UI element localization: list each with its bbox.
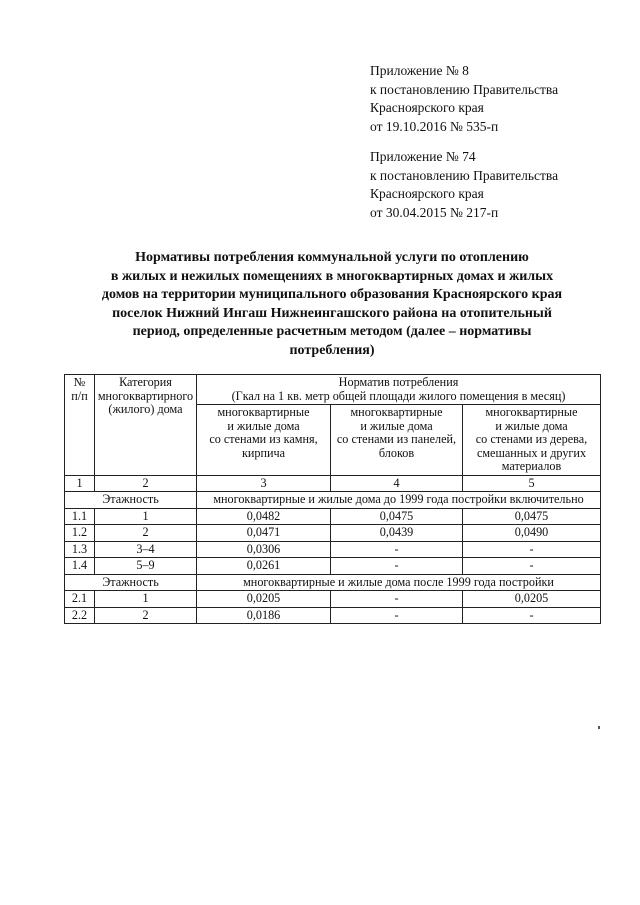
row-wood-value: - [463, 558, 601, 575]
header-category-cell [95, 375, 197, 476]
column-number: 4 [331, 475, 463, 492]
header-text: со стенами из панелей, [336, 432, 457, 446]
row-stone-value: 0,0482 [197, 508, 331, 525]
appendix-previous-line: к постановлению Правительства [370, 167, 559, 183]
appendix-previous-line: Приложение № 74 [370, 149, 476, 164]
appendix-previous [370, 148, 630, 222]
section-title: многоквартирные и жилые дома до 1999 года постройки включительно [197, 492, 601, 509]
section-header-row [65, 574, 601, 591]
appendix-previous-line: Красноярского края [370, 186, 484, 201]
row-stone-value: 0,0306 [197, 541, 331, 558]
row-wood-value: - [463, 541, 601, 558]
header-text: многоквартирные [217, 405, 310, 419]
appendix-previous-line: от 30.04.2015 № 217-п [370, 204, 499, 220]
row-number: 2.2 [65, 607, 95, 624]
header-text: и жилые дома [495, 418, 568, 433]
table-row [65, 591, 601, 608]
header-text: (Гкал на 1 кв. метр общей площади жилого помещения в месяц) [231, 388, 566, 403]
header-text: Категория [119, 375, 172, 389]
column-number: 1 [65, 475, 95, 492]
row-floors: 3–4 [95, 541, 197, 558]
document-title [62, 249, 602, 360]
row-panel-value: 0,0439 [331, 525, 463, 542]
title-line: потребления) [289, 342, 375, 358]
header-number-cell [65, 375, 95, 476]
header-text: многоквартирного [97, 388, 194, 403]
header-text: № [73, 375, 86, 389]
title-line: домов на территории муниципального образования Красноярского края [101, 287, 563, 302]
header-text: смешанных и других [476, 445, 587, 460]
row-floors: 1 [95, 591, 197, 608]
norms-table [64, 374, 601, 624]
header-norm-cell [197, 375, 601, 405]
header-stone-cell [197, 405, 331, 476]
row-panel-value: - [331, 607, 463, 624]
row-panel-value: - [331, 541, 463, 558]
table-row [65, 607, 601, 624]
column-number-row [65, 475, 601, 492]
row-number: 1.1 [65, 508, 95, 525]
row-floors: 5–9 [95, 558, 197, 575]
column-number: 5 [463, 475, 601, 492]
row-number: 2.1 [65, 591, 95, 608]
row-panel-value: 0,0475 [331, 508, 463, 525]
title-line: в жилых и нежилых помещениях в многоквартирных домах и жилых [110, 268, 554, 284]
column-number: 3 [197, 475, 331, 492]
row-floors: 1 [95, 508, 197, 525]
section-label: Этажность [65, 574, 197, 591]
column-number: 2 [95, 475, 197, 492]
row-panel-value: - [331, 591, 463, 608]
header-text: и жилые дома [227, 418, 300, 433]
header-text: и жилые дома [360, 418, 433, 433]
appendix-current-line: от 19.10.2016 № 535-п [370, 118, 499, 134]
header-panel-cell [331, 405, 463, 476]
appendix-current-line: Приложение № 8 [370, 63, 469, 78]
row-number: 1.2 [65, 525, 95, 542]
row-stone-value: 0,0471 [197, 525, 331, 542]
row-floors: 2 [95, 607, 197, 624]
row-wood-value: 0,0475 [463, 508, 601, 525]
header-text: со стенами из камня, [209, 432, 318, 446]
row-stone-value: 0,0186 [197, 607, 331, 624]
table-row [65, 541, 601, 558]
title-line: Нормативы потребления коммунальной услуги по отоплению [135, 250, 529, 265]
row-stone-value: 0,0261 [197, 558, 331, 575]
header-text: со стенами из дерева, [475, 432, 588, 446]
row-wood-value: 0,0490 [463, 525, 601, 542]
row-wood-value: - [463, 607, 601, 624]
header-text: материалов [501, 459, 562, 473]
row-wood-value: 0,0205 [463, 591, 601, 608]
header-text: блоков [378, 445, 415, 460]
header-text: многоквартирные [350, 405, 443, 419]
section-header-row [65, 492, 601, 509]
scan-speck [598, 726, 600, 729]
title-line: поселок Нижний Ингаш Нижнеингашского района на отопительный [112, 305, 552, 321]
header-text: кирпича [241, 445, 286, 460]
appendix-current [370, 62, 630, 136]
header-text: Норматив потребления [338, 375, 459, 389]
row-number: 1.4 [65, 558, 95, 575]
header-text: многоквартирные [485, 405, 578, 419]
section-title: многоквартирные и жилые дома после 1999 года постройки [197, 574, 601, 591]
header-text: (жилого) дома [108, 402, 183, 416]
row-number: 1.3 [65, 541, 95, 558]
row-stone-value: 0,0205 [197, 591, 331, 608]
header-wood-cell [463, 405, 601, 476]
table-row [65, 558, 601, 575]
title-line: период, определенные расчетным методом (далее – нормативы [132, 324, 532, 339]
table-row [65, 525, 601, 542]
table-row [65, 508, 601, 525]
table-header-row [65, 375, 601, 405]
section-label: Этажность [65, 492, 197, 509]
appendix-current-line: Красноярского края [370, 100, 484, 115]
row-panel-value: - [331, 558, 463, 575]
header-text: п/п [71, 388, 88, 403]
appendix-current-line: к постановлению Правительства [370, 81, 559, 97]
row-floors: 2 [95, 525, 197, 542]
